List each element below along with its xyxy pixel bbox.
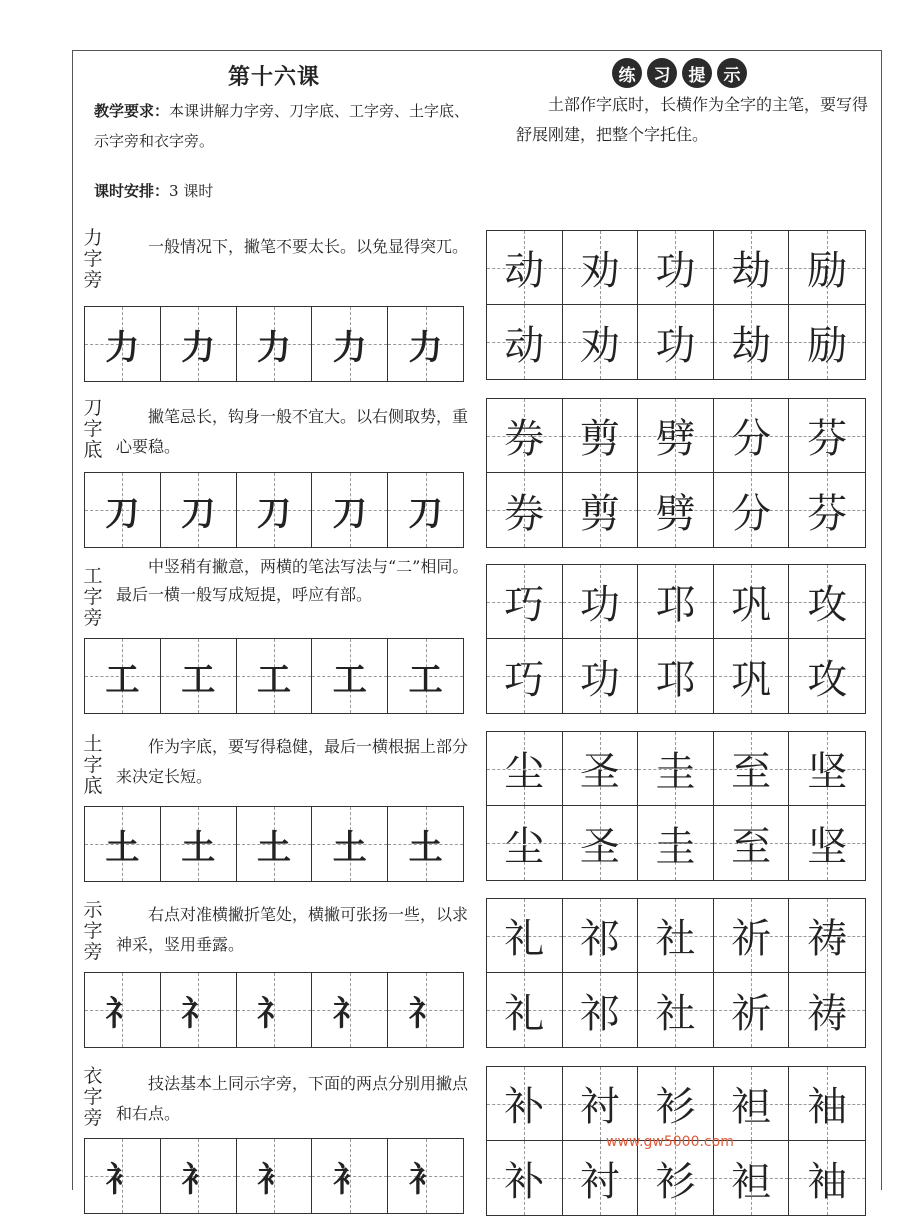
- grid-cell: [563, 565, 639, 639]
- grid-cell: [161, 473, 237, 547]
- section-label-char: 字: [83, 248, 103, 270]
- tip-char: 示: [717, 58, 747, 88]
- example-glyph: 袖: [807, 1158, 848, 1205]
- example-glyph: 祷: [807, 990, 848, 1037]
- grid-cell: [312, 973, 388, 1047]
- section-label-char: 工: [83, 565, 103, 587]
- example-glyph: 劈: [655, 490, 696, 537]
- grid-cell: [161, 307, 237, 381]
- grid-cell: [789, 806, 865, 880]
- section-label-char: 土: [83, 733, 103, 755]
- example-glyph: 芬: [807, 490, 848, 537]
- section-label-char: 旁: [83, 607, 103, 629]
- watermark: www.gw5000.com: [606, 1134, 734, 1150]
- grid-cell: [563, 399, 639, 473]
- grid-cell: [638, 1141, 714, 1215]
- grid-cell: [237, 307, 313, 381]
- radical-glyph: 工: [332, 659, 367, 700]
- grid-cell: [487, 565, 563, 639]
- grid-cell: [237, 639, 313, 713]
- example-glyph: 攻: [807, 656, 848, 703]
- grid-cell: [789, 565, 865, 639]
- grid-cell: [714, 899, 790, 973]
- schedule-label: 课时安排：: [94, 182, 170, 200]
- grid-cell: [714, 399, 790, 473]
- example-glyph: 尘: [504, 823, 545, 870]
- example-glyph: 尘: [504, 749, 545, 795]
- section-label: [80, 566, 106, 629]
- example-glyph: 功: [579, 582, 620, 628]
- grid-cell: [563, 473, 639, 547]
- grid-cell: [487, 639, 563, 713]
- grid-cell: [312, 639, 388, 713]
- section-description: 作为字底，要写得稳健，最后一横根据上部分来决定长短。: [116, 737, 469, 786]
- example-glyph: 社: [655, 990, 696, 1037]
- section-label-char: 力: [83, 227, 103, 249]
- example-glyph: 衬: [579, 1084, 620, 1130]
- requirement-text: 本课讲解力字旁、刀字底、工字旁、土字底、示字旁和衣字旁。: [94, 102, 470, 150]
- grid-cell: [161, 1139, 237, 1213]
- example-practice-grid: [486, 898, 866, 1048]
- grid-cell: [388, 639, 463, 713]
- grid-cell: [312, 807, 388, 881]
- radical-glyph: 刀: [105, 493, 140, 534]
- example-glyph: 巧: [504, 582, 545, 628]
- example-glyph: 劝: [579, 322, 620, 369]
- grid-cell: [388, 473, 463, 547]
- section-label-char: 字: [83, 418, 103, 440]
- section-label: [80, 398, 106, 461]
- example-glyph: 祁: [579, 916, 620, 962]
- grid-cell: [714, 473, 790, 547]
- grid-cell: [563, 732, 639, 806]
- grid-cell: [789, 305, 865, 379]
- section-label: [80, 900, 106, 963]
- example-practice-grid: [486, 731, 866, 881]
- grid-cell: [563, 231, 639, 305]
- grid-cell: [714, 732, 790, 806]
- example-glyph: 坚: [807, 823, 848, 870]
- section-label-char: 字: [83, 920, 103, 942]
- section-label-char: 底: [83, 775, 103, 797]
- grid-cell: [487, 231, 563, 305]
- radical-glyph: 力: [408, 327, 443, 368]
- example-glyph: 袖: [807, 1084, 848, 1130]
- radical-practice-grid: [84, 306, 464, 382]
- radical-glyph: 工: [105, 659, 140, 700]
- example-glyph: 功: [579, 656, 620, 703]
- grid-cell: [563, 899, 639, 973]
- grid-cell: [638, 1067, 714, 1141]
- grid-cell: [161, 973, 237, 1047]
- tip-char: 习: [647, 58, 677, 88]
- grid-cell: [85, 473, 161, 547]
- example-practice-grid: [486, 564, 866, 714]
- example-glyph: 祈: [731, 990, 772, 1037]
- grid-cell: [563, 639, 639, 713]
- section-label-char: 旁: [83, 1107, 103, 1129]
- requirement-label: 教学要求：: [94, 102, 170, 120]
- radical-glyph: 礻: [105, 993, 140, 1034]
- example-glyph: 圭: [655, 823, 696, 870]
- grid-cell: [789, 1141, 865, 1215]
- section-label-char: 刀: [83, 397, 103, 419]
- grid-cell: [714, 305, 790, 379]
- class-schedule: [94, 180, 213, 201]
- radical-practice-grid: [84, 972, 464, 1048]
- example-glyph: 剪: [579, 490, 620, 537]
- radical-practice-grid: [84, 472, 464, 548]
- radical-glyph: 力: [181, 327, 216, 368]
- example-glyph: 补: [504, 1084, 545, 1130]
- section-label-char: 旁: [83, 941, 103, 963]
- grid-cell: [487, 732, 563, 806]
- grid-cell: [388, 1139, 463, 1213]
- example-glyph: 剪: [579, 416, 620, 462]
- grid-cell: [638, 899, 714, 973]
- grid-cell: [638, 973, 714, 1047]
- example-glyph: 补: [504, 1158, 545, 1205]
- example-glyph: 圭: [655, 749, 696, 795]
- section-description: 一般情况下，撇笔不要太长。以免显得突兀。: [148, 237, 469, 256]
- radical-glyph: 土: [105, 827, 140, 868]
- radical-glyph: 礻: [332, 993, 367, 1034]
- grid-cell: [714, 973, 790, 1047]
- grid-cell: [487, 305, 563, 379]
- section-label: [80, 1066, 106, 1129]
- radical-glyph: 土: [332, 827, 367, 868]
- example-glyph: 动: [504, 322, 545, 369]
- tip-char: 提: [682, 58, 712, 88]
- grid-cell: [312, 1139, 388, 1213]
- radical-glyph: 工: [256, 659, 291, 700]
- tip-char: 练: [612, 58, 642, 88]
- grid-cell: [237, 473, 313, 547]
- section-label-char: 旁: [83, 269, 103, 291]
- grid-cell: [714, 231, 790, 305]
- grid-cell: [563, 1141, 639, 1215]
- grid-cell: [563, 806, 639, 880]
- example-glyph: 功: [655, 248, 696, 294]
- grid-cell: [789, 732, 865, 806]
- radical-glyph: 衤: [332, 1159, 367, 1200]
- example-practice-grid: [486, 398, 866, 548]
- example-glyph: 圣: [579, 823, 620, 870]
- example-glyph: 劈: [655, 416, 696, 462]
- radical-glyph: 力: [105, 327, 140, 368]
- radical-glyph: 衤: [256, 1159, 291, 1200]
- grid-cell: [638, 473, 714, 547]
- grid-cell: [85, 1139, 161, 1213]
- section-label-char: 字: [83, 1086, 103, 1108]
- practice-tips-text: 土部作字底时，长横作为全字的主笔，要写得舒展刚建，把整个字托住。: [516, 95, 869, 144]
- grid-cell: [237, 1139, 313, 1213]
- radical-glyph: 土: [408, 827, 443, 868]
- section-label: [80, 228, 106, 291]
- grid-cell: [85, 807, 161, 881]
- grid-cell: [638, 231, 714, 305]
- practice-tips-badge: [612, 58, 747, 88]
- example-glyph: 祁: [579, 990, 620, 1037]
- grid-cell: [563, 973, 639, 1047]
- example-glyph: 功: [655, 322, 696, 369]
- grid-cell: [161, 639, 237, 713]
- example-practice-grid: [486, 230, 866, 380]
- radical-glyph: 工: [181, 659, 216, 700]
- radical-practice-grid: [84, 1138, 464, 1214]
- grid-cell: [388, 807, 463, 881]
- section-description: 撇笔忌长，钩身一般不宜大。以右侧取势，重心要稳。: [116, 407, 469, 456]
- radical-glyph: 刀: [408, 493, 443, 534]
- grid-cell: [789, 899, 865, 973]
- grid-cell: [487, 899, 563, 973]
- radical-glyph: 刀: [256, 493, 291, 534]
- grid-cell: [85, 307, 161, 381]
- radical-glyph: 力: [332, 327, 367, 368]
- example-glyph: 袒: [731, 1158, 772, 1205]
- grid-cell: [714, 1141, 790, 1215]
- example-glyph: 至: [731, 823, 772, 870]
- section-label-char: 底: [83, 439, 103, 461]
- example-glyph: 社: [655, 916, 696, 962]
- radical-glyph: 礻: [256, 993, 291, 1034]
- section-label: [80, 734, 106, 797]
- example-glyph: 礼: [504, 916, 545, 962]
- example-glyph: 分: [731, 416, 772, 462]
- section-label-char: 衣: [83, 1065, 103, 1087]
- example-glyph: 动: [504, 248, 545, 294]
- grid-cell: [487, 1141, 563, 1215]
- example-glyph: 劫: [731, 248, 772, 294]
- example-glyph: 励: [807, 322, 848, 369]
- teaching-requirement: [94, 96, 474, 156]
- radical-glyph: 力: [256, 327, 291, 368]
- example-glyph: 劝: [579, 248, 620, 294]
- grid-cell: [487, 973, 563, 1047]
- section-description: 技法基本上同示字旁，下面的两点分别用撇点和右点。: [116, 1074, 469, 1123]
- example-glyph: 祈: [731, 916, 772, 962]
- grid-cell: [714, 565, 790, 639]
- radical-practice-grid: [84, 806, 464, 882]
- grid-cell: [85, 639, 161, 713]
- grid-cell: [638, 399, 714, 473]
- radical-glyph: 礻: [408, 993, 443, 1034]
- grid-cell: [638, 732, 714, 806]
- example-glyph: 礼: [504, 990, 545, 1037]
- radical-glyph: 衤: [105, 1159, 140, 1200]
- example-glyph: 衫: [655, 1084, 696, 1130]
- grid-cell: [237, 807, 313, 881]
- example-glyph: 圣: [579, 749, 620, 795]
- example-glyph: 巩: [731, 582, 772, 628]
- example-glyph: 邛: [655, 582, 696, 628]
- radical-glyph: 土: [181, 827, 216, 868]
- grid-cell: [563, 305, 639, 379]
- lesson-title: 第十六课: [228, 65, 321, 90]
- example-glyph: 坚: [807, 749, 848, 795]
- radical-practice-grid: [84, 638, 464, 714]
- radical-glyph: 礻: [181, 993, 216, 1034]
- section-label-char: 字: [83, 586, 103, 608]
- example-glyph: 券: [504, 490, 545, 537]
- grid-cell: [714, 806, 790, 880]
- section-description: 右点对准横撇折笔处，横撇可张扬一些，以求神采，竖用垂露。: [116, 905, 469, 954]
- section-label-char: 字: [83, 754, 103, 776]
- grid-cell: [638, 639, 714, 713]
- grid-cell: [638, 806, 714, 880]
- example-glyph: 励: [807, 248, 848, 294]
- section-label-char: 示: [83, 899, 103, 921]
- example-glyph: 劫: [731, 322, 772, 369]
- grid-cell: [789, 639, 865, 713]
- grid-cell: [388, 307, 463, 381]
- radical-glyph: 工: [408, 659, 443, 700]
- example-glyph: 芬: [807, 416, 848, 462]
- grid-cell: [789, 473, 865, 547]
- example-glyph: 攻: [807, 582, 848, 628]
- grid-cell: [789, 973, 865, 1047]
- grid-cell: [714, 1067, 790, 1141]
- grid-cell: [563, 1067, 639, 1141]
- grid-cell: [85, 973, 161, 1047]
- radical-glyph: 刀: [332, 493, 367, 534]
- example-glyph: 衬: [579, 1158, 620, 1205]
- section-description: 中竖稍有撇意，两横的笔法写法与“二”相同。最后一横一般写成短提，呼应有部。: [116, 557, 469, 604]
- example-glyph: 至: [731, 749, 772, 795]
- example-glyph: 分: [731, 490, 772, 537]
- grid-cell: [161, 807, 237, 881]
- radical-glyph: 刀: [181, 493, 216, 534]
- grid-cell: [312, 307, 388, 381]
- grid-cell: [312, 473, 388, 547]
- grid-cell: [789, 231, 865, 305]
- grid-cell: [714, 639, 790, 713]
- example-glyph: 巧: [504, 656, 545, 703]
- example-glyph: 衫: [655, 1158, 696, 1205]
- example-glyph: 邛: [655, 656, 696, 703]
- example-glyph: 券: [504, 416, 545, 462]
- grid-cell: [638, 305, 714, 379]
- example-glyph: 祷: [807, 916, 848, 962]
- grid-cell: [388, 973, 463, 1047]
- grid-cell: [789, 399, 865, 473]
- grid-cell: [789, 1067, 865, 1141]
- grid-cell: [237, 973, 313, 1047]
- radical-glyph: 衤: [181, 1159, 216, 1200]
- radical-glyph: 土: [256, 827, 291, 868]
- schedule-text: 3 课时: [169, 182, 214, 200]
- grid-cell: [487, 399, 563, 473]
- grid-cell: [487, 473, 563, 547]
- radical-glyph: 衤: [408, 1159, 443, 1200]
- grid-cell: [638, 565, 714, 639]
- grid-cell: [487, 806, 563, 880]
- example-glyph: 巩: [731, 656, 772, 703]
- example-glyph: 袒: [731, 1084, 772, 1130]
- grid-cell: [487, 1067, 563, 1141]
